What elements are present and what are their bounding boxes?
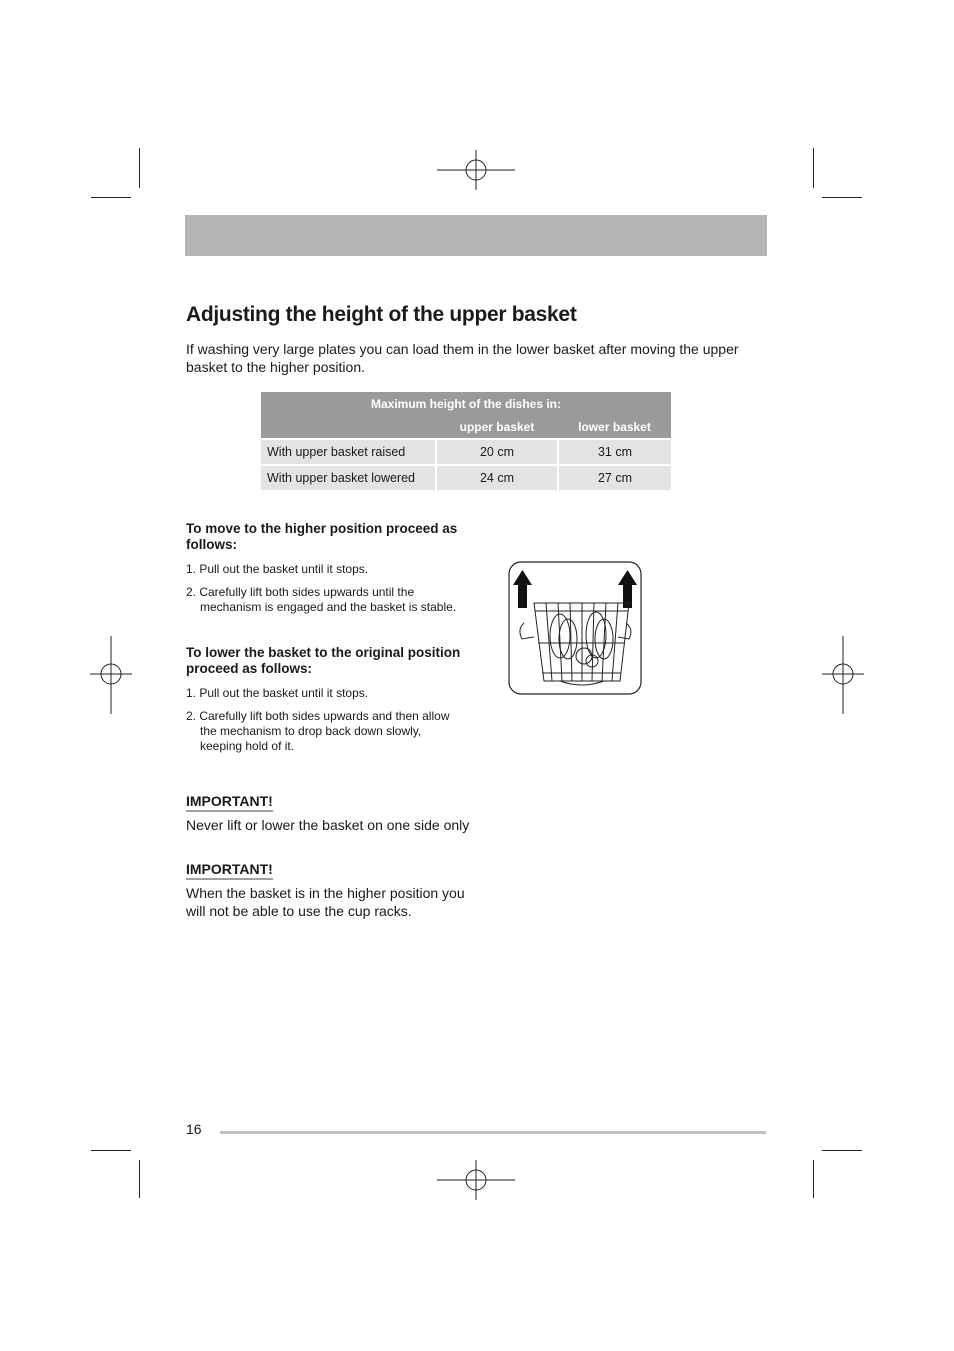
row-label: With upper basket raised — [261, 439, 436, 465]
raise-step: 2. Carefully lift both sides upwards until the mechanism is engaged and the basket is stable. — [186, 585, 457, 614]
table-row — [261, 465, 671, 490]
cell-upper: 24 cm — [436, 465, 558, 490]
registration-mark-icon — [437, 1160, 517, 1200]
table-header-row — [261, 416, 671, 439]
column-header-upper: upper basket — [436, 416, 558, 439]
table-caption: Maximum height of the dishes in: — [261, 392, 671, 416]
cell-upper: 20 cm — [436, 439, 558, 465]
cell-lower: 27 cm — [558, 465, 671, 490]
important-label: IMPORTANT! — [186, 861, 273, 880]
lower-step: 2. Carefully lift both sides upwards and then allow the mechanism to drop back down slowly, keeping hold of it. — [186, 709, 450, 753]
row-label: With upper basket lowered — [261, 465, 436, 490]
table-row — [261, 439, 671, 465]
crop-mark — [139, 1160, 140, 1198]
crop-mark — [822, 1150, 862, 1151]
lower-step: 1. Pull out the basket until it stops. — [186, 686, 369, 700]
cell-lower: 31 cm — [558, 439, 671, 465]
important-note-1 — [186, 793, 476, 834]
important-text: Never lift or lower the basket on one side only — [186, 817, 470, 833]
column-header-lower: lower basket — [558, 416, 671, 439]
raise-heading: To move to the higher position proceed as follows: — [186, 521, 458, 552]
important-text: When the basket is in the higher position you will not be able to use the cup racks. — [186, 885, 465, 919]
crop-mark — [813, 148, 814, 188]
crop-mark — [822, 197, 862, 198]
crop-mark — [139, 148, 140, 188]
page-number: 16 — [186, 1121, 202, 1137]
dish-height-table — [261, 392, 671, 490]
table-header-empty — [261, 416, 436, 439]
intro-paragraph: If washing very large plates you can load them in the lower basket after moving the upper basket to the higher position. — [186, 341, 739, 375]
raise-step: 1. Pull out the basket until it stops. — [186, 562, 369, 576]
crop-mark — [91, 197, 131, 198]
header-band — [185, 215, 767, 256]
important-note-2 — [186, 861, 476, 920]
page-title: Adjusting the height of the upper basket — [186, 303, 577, 326]
registration-mark-icon — [437, 150, 517, 190]
lower-heading: To lower the basket to the original position proceed as follows: — [186, 645, 461, 676]
registration-mark-icon — [822, 636, 864, 714]
raise-section — [186, 521, 466, 615]
crop-mark — [813, 1160, 814, 1198]
lower-section — [186, 645, 466, 754]
crop-mark — [91, 1150, 131, 1151]
registration-mark-icon — [90, 636, 132, 714]
important-label: IMPORTANT! — [186, 793, 273, 812]
basket-illustration — [508, 561, 642, 695]
footer-rule — [220, 1131, 766, 1134]
table-caption-row — [261, 392, 671, 416]
